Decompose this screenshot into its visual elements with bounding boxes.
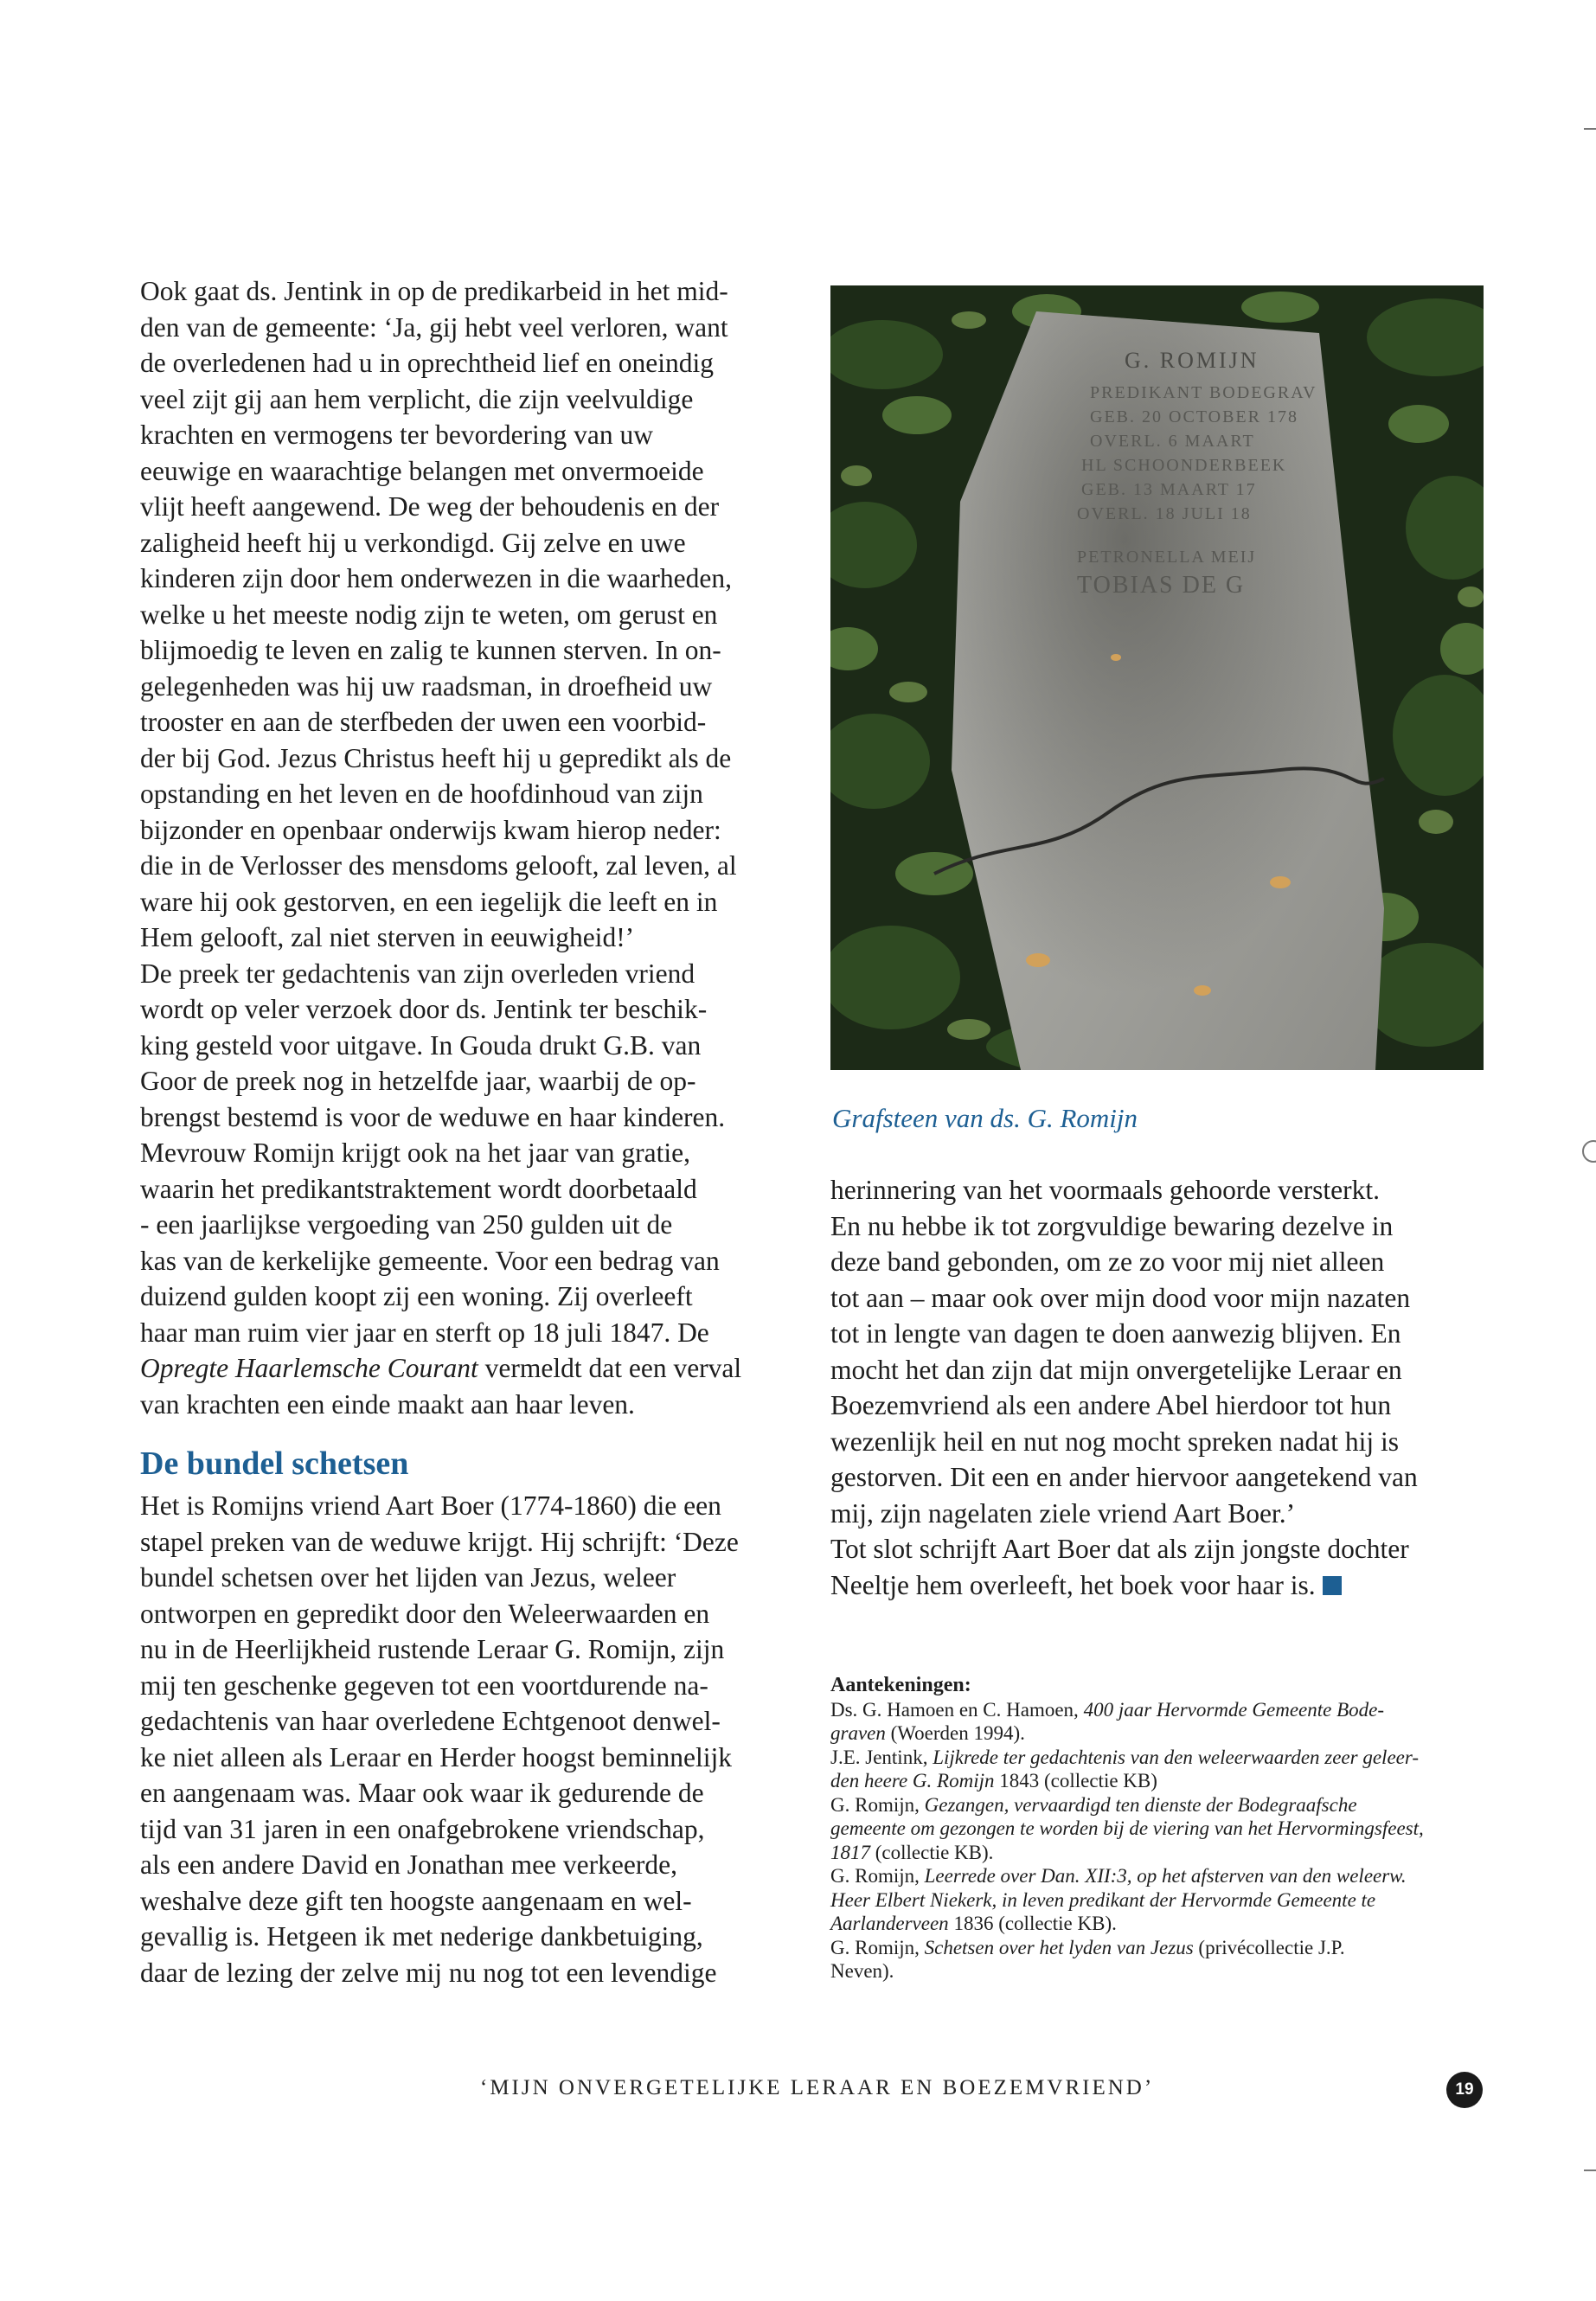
text-line: Goor de preek nog in hetzelfde jaar, waarbij de op- [140,1066,696,1096]
paragraph-widow [140,956,806,1423]
text-line: den van de gemeente: ‘Ja, gij hebt veel verloren, want [140,311,728,343]
notes-section [830,1674,1488,1984]
stone-inscription-line: HL SCHOONDERBEEK [1081,456,1287,475]
note-line: Aarlanderveen 1836 (collectie KB). [830,1913,1117,1934]
newspaper-title: Opregte Haarlemsche Courant [140,1353,478,1383]
text-line: gevallig is. Hetgeen ik met nederige dankbetuiging, [140,1921,703,1952]
text-line: tot aan – maar ook over mijn dood voor mijn nazaten [830,1282,1411,1313]
trim-mark [1584,2170,1596,2171]
registration-mark-icon [1582,1140,1596,1163]
page-number-badge: 19 [1446,2072,1483,2108]
text-line: daar de lezing der zelve mij nu nog tot een levendige [140,1957,717,1988]
text-line: de overledenen had u in oprechtheid lief en oneindig [140,348,715,378]
gravestone-illustration [830,285,1484,1070]
end-of-article-square-icon [1323,1576,1342,1595]
note-line: J.E. Jentink, Lijkrede ter gedachtenis van den weleerwaarden zeer geleer- [830,1746,1420,1768]
notes-heading: Aantekeningen: [830,1674,971,1696]
text-line: trooster en aan de sterfbeden der uwen een voorbid- [140,707,707,737]
note-line: Ds. G. Hamoen en C. Hamoen, 400 jaar Hervormde Gemeente Bode- [830,1698,1385,1721]
text-line: gestorven. Dit een en ander hiervoor aangetekend van [830,1462,1418,1492]
text-line: tot in lengte van dagen te doen aanwezig blijven. En [830,1318,1401,1349]
text-line: weshalve deze gift ten hoogste aangenaam en wel- [140,1885,692,1916]
text-line: wezenlijk heil en nut nog mocht spreken nadat hij is [830,1426,1399,1457]
note-line: 1817 (collectie KB). [830,1841,994,1863]
text-line [140,1350,806,1387]
text-fragment: Neeltje hem overleeft, het boek voor haar is. [830,1569,1316,1600]
text-line: king gesteld voor uitgave. In Gouda drukt G.B. van [140,1029,702,1061]
text-line: vlijt heeft aangewend. De weg der behoudenis en der [140,491,720,522]
note-line: Neven). [830,1960,894,1982]
text-line: En nu hebbe ik tot zorgvuldige bewaring dezelve in [830,1210,1394,1241]
right-column [830,1172,1488,1603]
text-line: gedachtenis van haar overledene Echtgenoot denwel- [140,1706,721,1736]
text-line: Ook gaat ds. Jentink in op de predikarbeid in het mid- [140,276,728,306]
text-line: gelegenheden was hij uw raadsman, in droefheid uw [140,670,713,702]
stone-inscription-line: PREDIKANT BODEGRAV [1090,383,1317,402]
text-line: die in de Verlosser des mensdoms gelooft, zal leven, al [140,850,737,881]
text-line: tijd van 31 jaren in een onafgebrokene vriendschap, [140,1813,705,1844]
text-line: bijzonder en openbaar onderwijs kwam hierop neder: [140,814,721,845]
text-line: blijmoedig te leven en zalig te kunnen sterven. In on- [140,635,721,665]
text-line: De preek ter gedachtenis van zijn overleden vriend [140,958,695,989]
text-line: stapel preken van de weduwe krijgt. Hij schrijft: ‘Deze [140,1526,739,1557]
text-line: ontworpen en gepredikt door den Weleerwaarden en [140,1598,710,1629]
note-line: graven (Woerden 1994). [830,1722,1025,1744]
running-title: ‘MIJN ONVERGETELIJKE LERAAR EN BOEZEMVRIEND’ [480,2076,1155,2099]
note-line: G. Romijn, Leerrede over Dan. XII:3, op het afsterven van den weleerw. [830,1865,1407,1887]
text-line: wordt op veler verzoek door ds. Jentink ter beschik- [140,994,708,1024]
text-line: ke niet alleen als Leraar en Herder hoogst beminnelijk [140,1741,732,1772]
text-line: Boezemvriend als een andere Abel hierdoor tot hun [830,1390,1392,1420]
text-line: kinderen zijn door hem onderwezen in die waarheden, [140,563,732,593]
text-line: krachten en vermogens ter bevordering van uw [140,420,654,450]
stone-inscription-name: G. ROMIJN [1125,348,1259,373]
text-line: nu in de Heerlijkheid rustende Leraar G. Romijn, zijn [140,1634,725,1664]
note-line: gemeente om gezongen te worden bij de viering van het Hervormingsfeest, [830,1817,1424,1839]
text-line: welke u het meeste nodig zijn te weten, om gerust en [140,599,718,630]
text-line: Het is Romijns vriend Aart Boer (1774-1860) die een [140,1490,721,1521]
gravestone-photo [830,285,1484,1070]
stone-inscription-line: OVERL. 6 MAART [1090,432,1255,451]
text-line: Tot slot schrijft Aart Boer dat als zijn jongste dochter [830,1534,1409,1564]
paragraph-jentink-sermon [140,273,806,956]
text-line: van krachten een einde maakt aan haar leven. [140,1388,635,1420]
stone-inscription-line: PETRONELLA MEIJ [1077,548,1257,567]
text-line: opstanding en het leven en de hoofdinhoud van zijn [140,779,703,809]
trim-mark [1584,128,1596,130]
paragraph-aart-boer [140,1488,806,1990]
text-line [830,1567,1488,1604]
text-line: duizend gulden koopt zij een woning. Zij overleeft [140,1281,693,1311]
text-line: mij ten geschenke gegeven tot een voortdurende na- [140,1670,708,1701]
stone-inscription-line: GEB. 20 OCTOBER 178 [1090,407,1298,426]
text-line: veel zijt gij aan hem verplicht, die zijn veelvuldige [140,383,694,414]
text-line: - een jaarlijkse vergoeding van 250 gulden uit de [140,1209,673,1240]
text-line: brengst bestemd is voor de weduwe en haar kinderen. [140,1101,726,1132]
text-line: Mevrouw Romijn krijgt ook na het jaar van gratie, [140,1138,690,1168]
text-line: deze band gebonden, om ze zo voor mij niet alleen [830,1247,1385,1277]
note-line: Heer Elbert Niekerk, in leven predikant der Hervormde Gemeente te [830,1888,1376,1911]
text-line: mij, zijn nagelaten ziele vriend Aart Boer.’ [830,1497,1296,1529]
text-line: ware hij ook gestorven, en een iegelijk die leeft en in [140,886,718,917]
stone-inscription-line: TOBIAS DE G [1077,572,1246,599]
text-line: bundel schetsen over het lijden van Jezus, weleer [140,1562,676,1593]
text-line: kas van de kerkelijke gemeente. Voor een bedrag van [140,1245,720,1276]
note-line: G. Romijn, Schetsen over het lyden van Jezus (privécollectie J.P. [830,1936,1345,1958]
text-line: Hem gelooft, zal niet sterven in eeuwigheid!’ [140,922,635,952]
text-line: als een andere David en Jonathan mee verkeerde, [140,1849,677,1880]
text-line: en aangenaam was. Maar ook waar ik gedurende de [140,1778,704,1808]
text-line: herinnering van het voormaals gehoorde versterkt. [830,1175,1381,1205]
text-line: eeuwige en waarachtige belangen met onvermoeide [140,455,704,486]
note-line: den heere G. Romijn 1843 (collectie KB) [830,1770,1157,1791]
left-column [140,273,806,1990]
photo-caption: Grafsteen van ds. G. Romijn [832,1103,1138,1133]
stone-inscription-line: OVERL. 18 JULI 18 [1077,504,1252,523]
text-line: zaligheid heeft hij u verkondigd. Gij zelve en uwe [140,527,686,558]
stone-inscription-line: GEB. 13 MAART 17 [1081,480,1257,499]
section-heading: De bundel schetsen [140,1445,409,1482]
text-line: haar man ruim vier jaar en sterft op 18 juli 1847. De [140,1317,709,1348]
text-line: der bij God. Jezus Christus heeft hij u gepredikt als de [140,742,732,773]
note-line: G. Romijn, Gezangen, vervaardigd ten dienste der Bodegraafsche [830,1793,1357,1816]
text-fragment: vermeldt dat een verval [478,1353,742,1383]
text-line: waarin het predikantstraktement wordt doorbetaald [140,1173,697,1204]
text-line: mocht het dan zijn dat mijn onvergetelijke Leraar en [830,1354,1402,1385]
